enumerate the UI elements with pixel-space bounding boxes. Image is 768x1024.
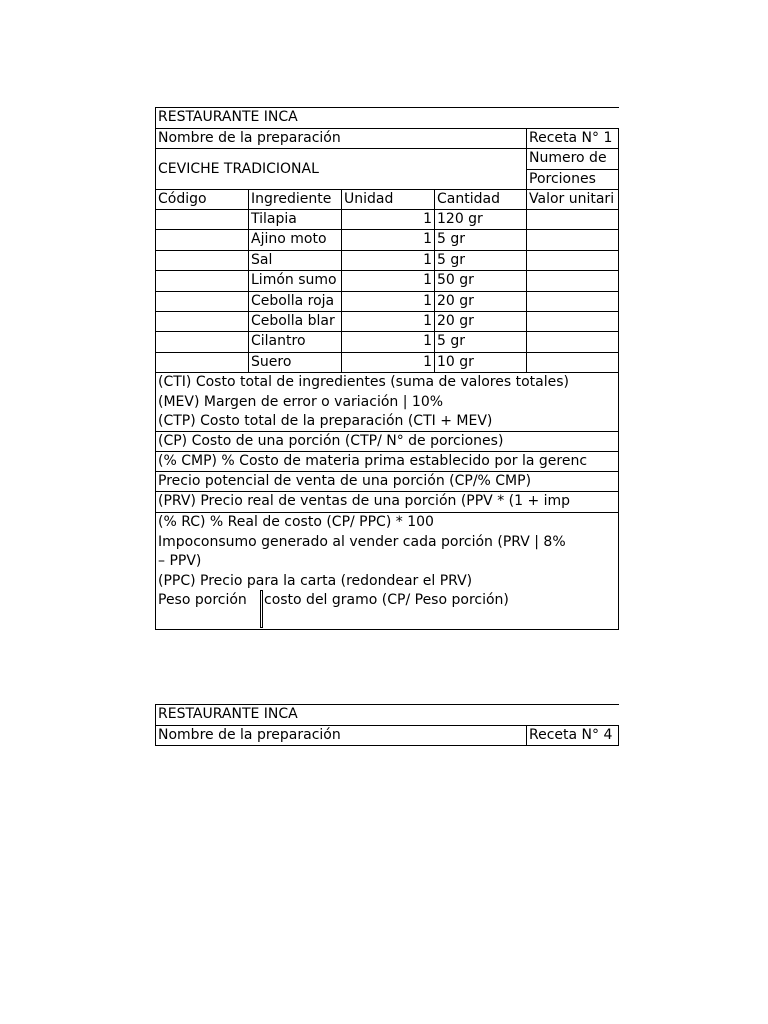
cell-ingrediente: Ajino moto <box>248 229 342 250</box>
cp-line: (CP) Costo de una porción (CTP/ N° de porciones) <box>155 431 619 452</box>
cell-divider <box>260 590 263 628</box>
peso-line <box>158 591 616 611</box>
cell-unidad: 1 <box>341 291 435 312</box>
prv-line: (PRV) Precio real de ventas de una porción (PPV * (1 + imp <box>155 491 619 513</box>
cell-cantidad: 120 gr <box>434 209 527 230</box>
header-unidad: Unidad <box>341 189 435 210</box>
cell-codigo <box>155 331 249 352</box>
cost-summary-block <box>155 372 619 432</box>
cell-cantidad: 10 gr <box>434 352 527 373</box>
cell-unidad: 1 <box>341 250 435 271</box>
cell-codigo <box>155 270 249 291</box>
cell-ingrediente: Cebolla blar <box>248 311 342 332</box>
cell-codigo <box>155 209 249 230</box>
cell-valor <box>526 331 619 352</box>
cell-ingrediente: Cilantro <box>248 331 342 352</box>
recipe-number: Receta N° 1 <box>526 128 619 149</box>
cell-valor <box>526 250 619 271</box>
cell-ingrediente: Sal <box>248 250 342 271</box>
cell-valor <box>526 229 619 250</box>
prep-label-2: Nombre de la preparación <box>155 725 527 746</box>
restaurant-title: RESTAURANTE INCA <box>155 107 619 129</box>
cell-cantidad: 5 gr <box>434 250 527 271</box>
header-ingrediente: Ingrediente <box>248 189 342 210</box>
ppv-line: Precio potencial de venta de una porción (CP/% CMP) <box>155 471 619 492</box>
peso-porcion-label: Peso porción <box>158 592 247 608</box>
ppc-line: (PPC) Precio para la carta (redondear el PRV) <box>158 572 473 589</box>
cell-cantidad: 20 gr <box>434 311 527 332</box>
cell-valor <box>526 270 619 291</box>
recipe-number-2: Receta N° 4 <box>526 725 619 746</box>
ctp-line: (CTP) Costo total de la preparación (CTI + MEV) <box>158 413 493 429</box>
cell-valor <box>526 352 619 373</box>
cell-unidad: 1 <box>341 229 435 250</box>
cell-cantidad: 5 gr <box>434 229 527 250</box>
header-cantidad: Cantidad <box>434 189 527 210</box>
cell-valor <box>526 291 619 312</box>
price-summary-block <box>155 512 619 630</box>
header-valor-unitario: Valor unitari <box>526 189 619 210</box>
rc-line: (% RC) % Real de costo (CP/ PPC) * 100 <box>158 514 434 530</box>
cell-codigo <box>155 311 249 332</box>
cmp-line: (% CMP) % Costo de materia prima establecido por la gerenc <box>155 451 619 472</box>
cti-line: (CTI) Costo total de ingredientes (suma de valores totales) <box>158 374 569 390</box>
cell-ingrediente: Limón sumo <box>248 270 342 291</box>
cell-codigo <box>155 250 249 271</box>
cell-valor <box>526 311 619 332</box>
impoconsumo-line-2: – PPV) <box>158 553 202 569</box>
cell-cantidad: 5 gr <box>434 331 527 352</box>
cell-codigo <box>155 291 249 312</box>
cell-unidad: 1 <box>341 352 435 373</box>
dish-name: CEVICHE TRADICIONAL <box>155 148 527 190</box>
mev-line: (MEV) Margen de error o variación | 10% <box>158 393 444 410</box>
cell-codigo <box>155 352 249 373</box>
cell-cantidad: 50 gr <box>434 270 527 291</box>
cell-ingrediente: Suero <box>248 352 342 373</box>
cell-unidad: 1 <box>341 270 435 291</box>
cell-unidad: 1 <box>341 311 435 332</box>
portions-label-2: Porciones <box>526 169 619 190</box>
prep-label: Nombre de la preparación <box>155 128 527 149</box>
header-codigo: Código <box>155 189 249 210</box>
restaurant-title-2: RESTAURANTE INCA <box>155 704 619 726</box>
cell-codigo <box>155 229 249 250</box>
cell-ingrediente: Tilapia <box>248 209 342 230</box>
portions-label-1: Numero de <box>526 148 619 170</box>
cell-cantidad: 20 gr <box>434 291 527 312</box>
cell-unidad: 1 <box>341 331 435 352</box>
impoconsumo-line-1: Impoconsumo generado al vender cada porción (PRV | 8% <box>158 533 566 550</box>
costo-gramo-label: costo del gramo (CP/ Peso porción) <box>264 592 509 608</box>
cell-valor <box>526 209 619 230</box>
cell-unidad: 1 <box>341 209 435 230</box>
cell-ingrediente: Cebolla roja <box>248 291 342 312</box>
